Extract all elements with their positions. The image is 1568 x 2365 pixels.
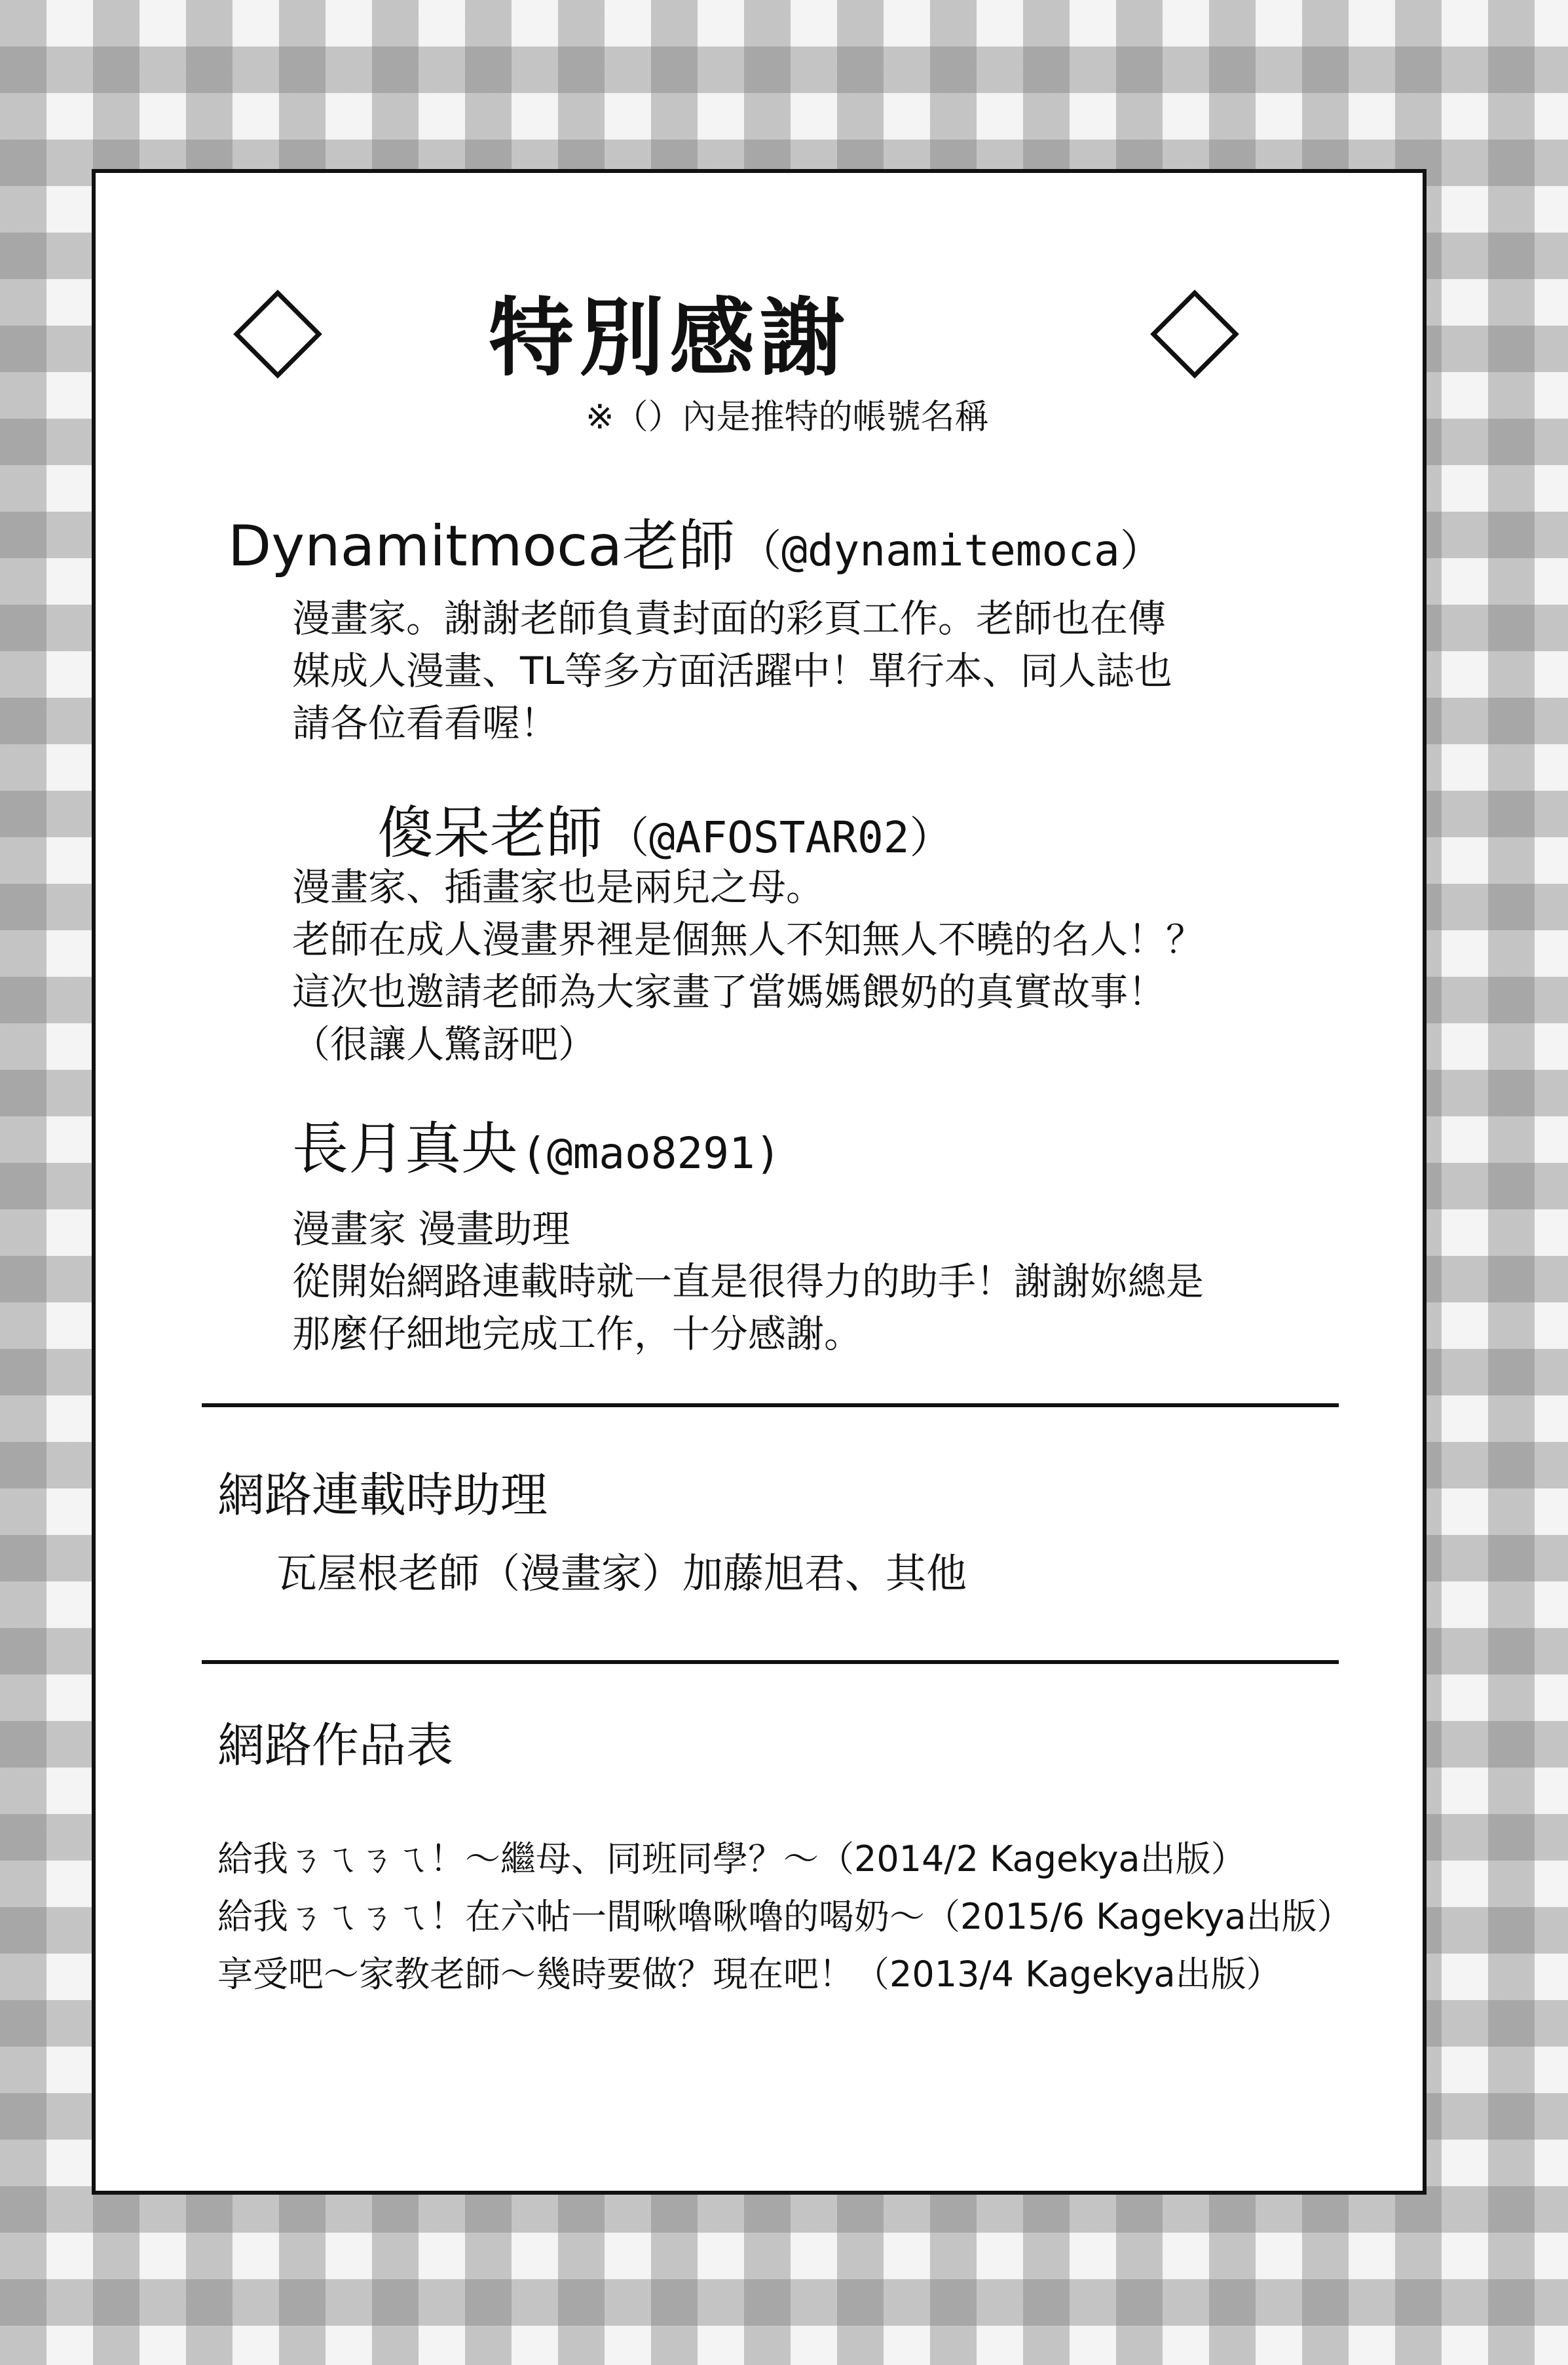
page-title: 特別感謝 [489, 288, 851, 388]
description-line: 漫畫家 漫畫助理 [292, 1207, 570, 1251]
divider [202, 1403, 1339, 1407]
credit-1-header [228, 501, 1163, 582]
description-line: 請各位看看喔！ [292, 701, 559, 746]
left-diamond-icon [233, 290, 322, 379]
list-item: 給我ㄋㄟㄋㄟ！在六帖一間啾嚕啾嚕的喝奶～（2015/6 Kagekya出版） [217, 1896, 1353, 1937]
credit-1-description [292, 592, 1406, 749]
works-heading: 網路作品表 [217, 1718, 454, 1773]
description-line: 那麼仔細地完成工作，十分感謝。 [292, 1312, 863, 1356]
right-diamond-icon [1150, 290, 1239, 379]
credit-name: 長月真央 [292, 1116, 517, 1182]
credit-handle: (@mao8291) [521, 1128, 781, 1179]
description-line: 從開始網路連載時就一直是很得力的助手！謝謝妳總是 [292, 1259, 1204, 1304]
description-line: 老師在成人漫畫界裡是個無人不知無人不曉的名人！？ [292, 917, 1204, 962]
credit-2-header [377, 787, 952, 869]
description-line: 漫畫家、插畫家也是兩兒之母。 [292, 865, 825, 909]
description-line: 這次也邀請老師為大家畫了當媽媽餵奶的真實故事！ [292, 970, 1167, 1014]
list-item: 給我ㄋㄟㄋㄟ！～繼母、同班同學？～（2014/2 Kagekya出版） [217, 1838, 1246, 1880]
description-line: 媒成人漫畫、TL等多方面活躍中！單行本、同人誌也 [292, 649, 1172, 693]
works-list [217, 1830, 1409, 2003]
description-line: （很讓人驚訝吧） [292, 1022, 597, 1067]
credit-2-description [292, 861, 1419, 1070]
credit-3-description [292, 1203, 1419, 1360]
credit-handle: （@AFOSTAR02） [606, 812, 953, 863]
credit-3-header [292, 1103, 781, 1184]
divider [202, 1660, 1339, 1664]
credits-frame [92, 169, 1427, 2195]
assistants-heading: 網路連載時助理 [217, 1467, 548, 1523]
credit-name: 傻呆老師 [377, 801, 603, 866]
description-line: 漫畫家。謝謝老師負責封面的彩頁工作。老師也在傳 [292, 596, 1167, 641]
handle-note: ※（）內是推特的帳號名稱 [586, 398, 989, 437]
credit-handle: （@dynamitemoca） [738, 525, 1163, 576]
assistants-list: 瓦屋根老師（漫畫家）加藤旭君、其他 [276, 1549, 967, 1597]
list-item: 享受吧～家教老師～幾時要做？現在吧！（2013/4 Kagekya出版） [217, 1954, 1282, 1995]
credit-name: Dynamitmoca老師 [228, 514, 736, 579]
